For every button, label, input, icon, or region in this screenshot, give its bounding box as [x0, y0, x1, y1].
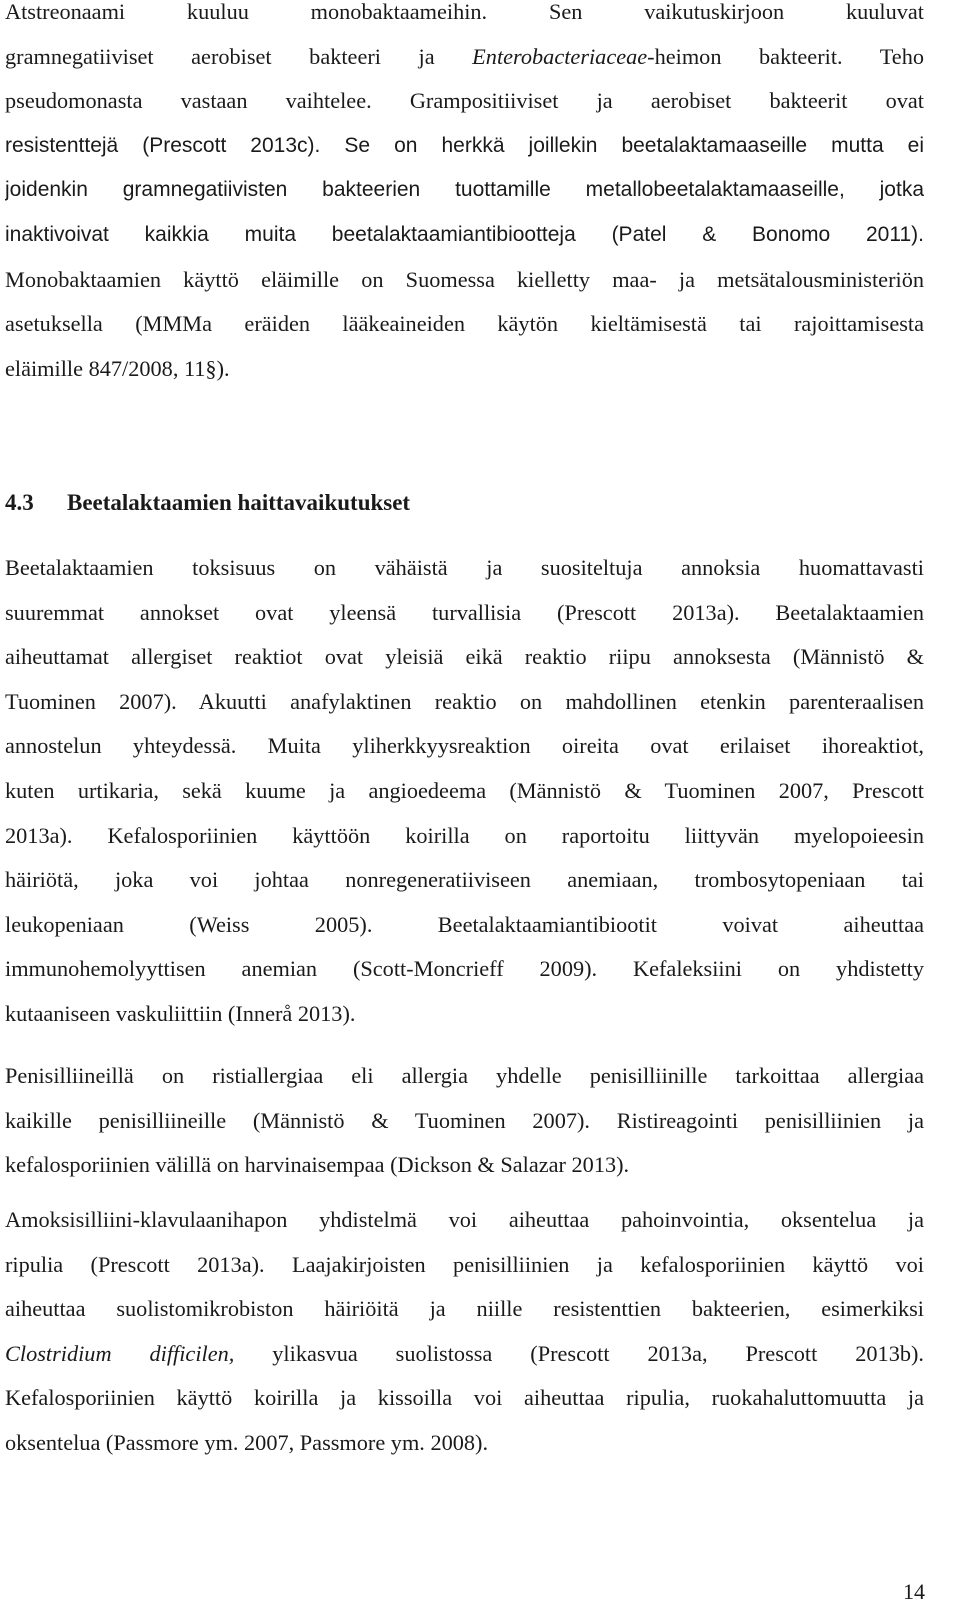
text-line: kutaaniseen vaskuliittiin (Innerå 2013).: [5, 1000, 356, 1026]
text-line: aiheuttamat allergiset reaktiot ovat yleisiä eikä reaktio riipu annoksesta (Männistö &: [5, 644, 924, 670]
text-line: Amoksisilliini-klavulaanihapon yhdistelmä voi aiheuttaa pahoinvointia, oksentelua ja: [5, 1207, 924, 1232]
text-line: resistenttejä (Prescott 2013c). Se on herkkä joillekin beetalaktamaaseille mutta ei: [5, 133, 924, 157]
text-line: eläimille 847/2008, 11§).: [5, 355, 230, 381]
text-line: joidenkin gramnegatiivisten bakteerien tuottamille metallobeetalaktamaaseille, jotka: [5, 178, 924, 202]
section-heading: [5, 490, 410, 516]
text-line: gramnegatiiviset aerobiset bakteeri ja Enterobacteriaceae-heimon bakteerit. Teho: [5, 43, 924, 69]
intro-paragraph: [5, 0, 924, 391]
text-line: Beetalaktaamien toksisuus on vähäistä ja suositeltuja annoksia huomattavasti: [5, 555, 924, 580]
text-line: 2013a). Kefalosporiinien käyttöön koirilla on raportoitu liittyvän myelopoieesin: [5, 822, 924, 848]
text-line: kaikille penisilliineille (Männistö & Tuominen 2007). Ristireagointi penisilliinien ja: [5, 1107, 924, 1133]
section-title: Beetalaktaamien haittavaikutukset: [67, 490, 411, 515]
text-line: oksentelua (Passmore ym. 2007, Passmore ym. 2008).: [5, 1429, 489, 1455]
text-line: annostelun yhteydessä. Muita yliherkkyysreaktion oireita ovat erilaiset ihoreaktiot,: [5, 733, 924, 759]
paragraph-adverse-effects: [5, 546, 924, 1037]
text-line: immunohemolyyttisen anemian (Scott-Moncrieff 2009). Kefaleksiini on yhdistetty: [5, 956, 924, 982]
text-line: pseudomonasta vastaan vaihtelee. Grampositiiviset ja aerobiset bakteerit ovat: [5, 88, 924, 114]
text-line: kefalosporiinien välillä on harvinaisempaa (Dickson & Salazar 2013).: [5, 1152, 630, 1178]
text-line: häiriötä, joka voi johtaa nonregeneratiiviseen anemiaan, trombosytopeniaan tai: [5, 867, 924, 893]
text-line: Clostridium difficilen, ylikasvua suolistossa (Prescott 2013a, Prescott 2013b).: [5, 1340, 924, 1366]
text-line: leukopeniaan (Weiss 2005). Beetalaktaamiantibiootit voivat aiheuttaa: [5, 911, 924, 937]
italic-term: Enterobacteriaceae: [472, 43, 648, 69]
text-line: Monobaktaamien käyttö eläimille on Suomessa kielletty maa- ja metsätalousministeriön: [5, 266, 924, 292]
text-line: Tuominen 2007). Akuutti anafylaktinen reaktio on mahdollinen etenkin parenteraalisen: [5, 688, 924, 714]
text-line: aiheuttaa suolistomikrobiston häiriöitä ja niille resistenttien bakteerien, esimerkiksi: [5, 1296, 924, 1322]
text-line: suuremmat annokset ovat yleensä turvallisia (Prescott 2013a). Beetalaktaamien: [5, 599, 924, 625]
text-line: Penisilliineillä on ristiallergiaa eli allergia yhdelle penisilliinille tarkoittaa allergiaa: [5, 1063, 924, 1088]
paragraph-cross-allergy: [5, 1054, 924, 1188]
text-line: asetuksella (MMMa eräiden lääkeaineiden käytön kieltämisestä tai rajoittamisesta: [5, 311, 924, 337]
text-line: Atstreonaami kuuluu monobaktaameihin. Sen vaikutuskirjoon kuuluvat: [5, 0, 924, 24]
section-number: 4.3: [5, 490, 34, 515]
text-line: inaktivoivat kaikkia muita beetalaktaamiantibiootteja (Patel & Bonomo 2011).: [5, 222, 924, 246]
italic-term: Clostridium difficilen,: [5, 1340, 235, 1366]
text-line: ripulia (Prescott 2013a). Laajakirjoisten penisilliinien ja kefalosporiinien käyttö voi: [5, 1251, 924, 1277]
text-line: Kefalosporiinien käyttö koirilla ja kissoilla voi aiheuttaa ripulia, ruokahaluttomuutta ja: [5, 1385, 924, 1411]
page-number: 14: [903, 1579, 925, 1604]
text-line: kuten urtikaria, sekä kuume ja angioedeema (Männistö & Tuominen 2007, Prescott: [5, 777, 924, 803]
paragraph-gastrointestinal: [5, 1198, 924, 1466]
